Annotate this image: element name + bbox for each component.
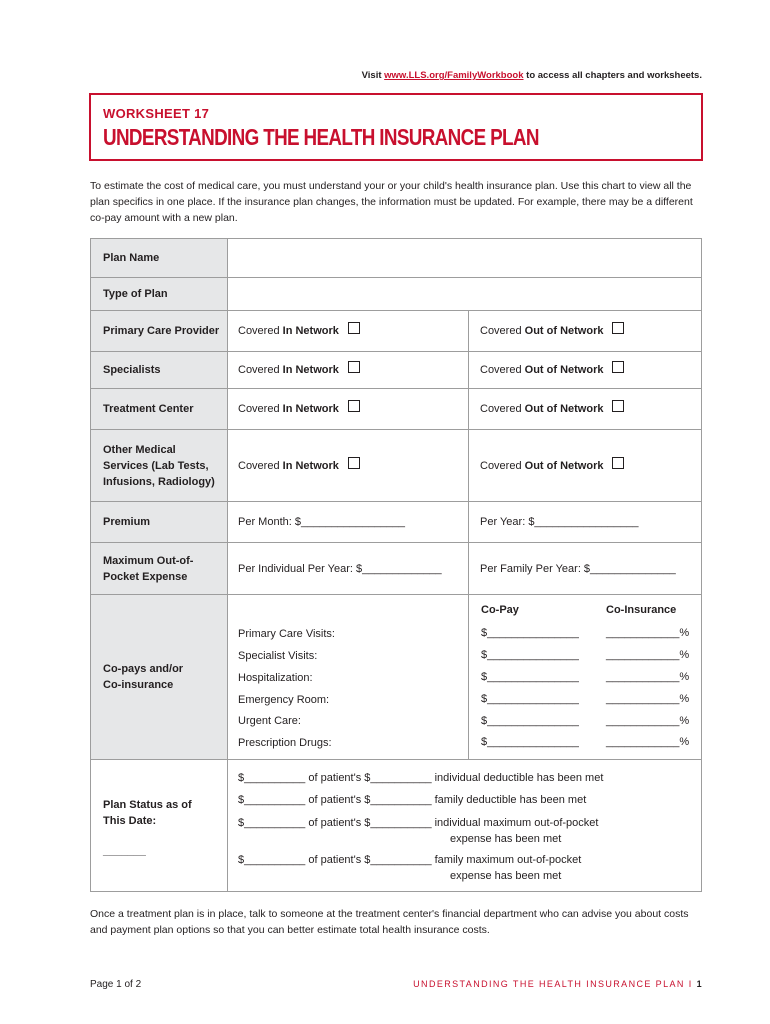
- out-network-checkbox[interactable]: [612, 322, 624, 334]
- coverage-row-label: Primary Care Provider: [91, 311, 228, 351]
- in-network-checkbox[interactable]: [348, 322, 360, 334]
- insurance-plan-table: [90, 238, 702, 892]
- status-line-text: $__________ of patient's $__________ family deductible has been met: [238, 794, 587, 806]
- premium-month-field[interactable]: Per Month: $_________________: [228, 502, 469, 542]
- out-network-text: Out of Network: [524, 364, 604, 376]
- copay-blank[interactable]: $_______________: [481, 627, 579, 639]
- out-network-text: Out of Network: [524, 403, 604, 415]
- type-of-plan-field[interactable]: [228, 278, 701, 310]
- status-line-text: $__________ of patient's $__________ family maximum out-of-pocket: [238, 854, 582, 866]
- in-network-checkbox[interactable]: [348, 361, 360, 373]
- access-prefix: Visit: [361, 70, 382, 81]
- out-network-checkbox[interactable]: [612, 361, 624, 373]
- out-network-cell: [469, 430, 701, 501]
- copays-label: Co-pays and/or Co-insurance: [91, 595, 228, 759]
- in-network-checkbox[interactable]: [348, 400, 360, 412]
- in-network-cell: [228, 389, 469, 429]
- coverage-row-label: Specialists: [91, 352, 228, 388]
- copay-item: Hospitalization:: [238, 672, 313, 684]
- out-network-checkbox[interactable]: [612, 400, 624, 412]
- oop-individual-field[interactable]: Per Individual Per Year: $_____________: [228, 543, 469, 594]
- copay-blank[interactable]: $_______________: [481, 715, 579, 727]
- copay-item: Specialist Visits:: [238, 650, 318, 662]
- covered-text: Covered: [238, 325, 280, 337]
- covered-text: Covered: [480, 403, 522, 415]
- out-network-checkbox[interactable]: [612, 457, 624, 469]
- covered-text: Covered: [238, 364, 280, 376]
- max-oop-label: Maximum Out-of-Pocket Expense: [91, 543, 228, 594]
- copay-header: Co-Pay: [481, 604, 519, 616]
- status-line-continuation: expense has been met: [450, 833, 562, 845]
- coinsurance-blank[interactable]: ____________%: [606, 715, 690, 727]
- in-network-cell: [228, 352, 469, 388]
- row-type-of-plan: [91, 277, 701, 310]
- covered-text: Covered: [480, 364, 522, 376]
- row-treatment-center: [91, 388, 701, 429]
- copay-item: Primary Care Visits:: [238, 628, 335, 640]
- plan-name-label: Plan Name: [91, 239, 228, 277]
- coinsurance-blank[interactable]: ____________%: [606, 649, 690, 661]
- plan-status-date-blank[interactable]: _______: [103, 845, 146, 857]
- row-specialists: [91, 351, 701, 388]
- in-network-text: In Network: [282, 364, 339, 376]
- in-network-text: In Network: [282, 403, 339, 415]
- row-other-medical: [91, 429, 701, 501]
- in-network-cell: [228, 311, 469, 351]
- copay-blank[interactable]: $_______________: [481, 693, 579, 705]
- out-network-cell: [469, 352, 701, 388]
- worksheet-header: [89, 93, 703, 161]
- covered-text: Covered: [480, 459, 522, 472]
- row-copays: [91, 594, 701, 759]
- outro-paragraph: Once a treatment plan is in place, talk to someone at the treatment center's financial department who can advise you about costs and payment plan options so that you can better estimate total health insurance costs.: [90, 908, 689, 936]
- page-indicator: Page 1 of 2: [90, 979, 142, 990]
- coinsurance-blank[interactable]: ____________%: [606, 627, 690, 639]
- plan-name-field[interactable]: [228, 239, 701, 277]
- status-line[interactable]: [238, 815, 598, 847]
- in-network-cell: [228, 430, 469, 501]
- access-line: [0, 70, 702, 81]
- in-network-checkbox[interactable]: [348, 457, 360, 469]
- out-network-text: Out of Network: [524, 459, 604, 472]
- access-suffix: to access all chapters and worksheets.: [526, 70, 702, 81]
- out-network-cell: [469, 389, 701, 429]
- intro-paragraph: To estimate the cost of medical care, you must understand your or your child's health insurance plan. Use this chart to view all the plan specifics in one place. If the insurance plan changes, the information must be updated. For example, there may be a different co-pay amount with a new plan.: [90, 180, 693, 224]
- in-network-text: In Network: [282, 459, 339, 472]
- covered-text: Covered: [238, 459, 280, 472]
- coinsurance-blank[interactable]: ____________%: [606, 693, 690, 705]
- status-line-text: $__________ of patient's $__________ individual maximum out-of-pocket: [238, 817, 599, 829]
- running-title: UNDERSTANDING THE HEALTH INSURANCE PLAN I: [413, 979, 693, 989]
- coinsurance-blank[interactable]: ____________%: [606, 671, 690, 683]
- copay-blank[interactable]: $_______________: [481, 671, 579, 683]
- worksheet-number: WORKSHEET 17: [103, 106, 210, 121]
- row-plan-status: [91, 759, 701, 892]
- coverage-row-label: Other Medical Services (Lab Tests, Infusions, Radiology): [91, 430, 228, 501]
- type-of-plan-label: Type of Plan: [91, 278, 228, 310]
- in-network-text: In Network: [282, 325, 339, 337]
- premium-year-field[interactable]: Per Year: $_________________: [480, 516, 639, 528]
- status-line-text: $__________ of patient's $__________ individual deductible has been met: [238, 772, 604, 784]
- copay-blank[interactable]: $_______________: [481, 649, 579, 661]
- covered-text: Covered: [238, 403, 280, 415]
- coinsurance-header: Co-Insurance: [606, 604, 677, 616]
- coinsurance-blank[interactable]: ____________%: [606, 736, 690, 748]
- plan-status-label-cell: [91, 760, 228, 892]
- out-network-text: Out of Network: [524, 325, 604, 337]
- copay-values-cell: [469, 595, 701, 759]
- copay-item: Urgent Care:: [238, 715, 301, 727]
- premium-label: Premium: [91, 502, 228, 542]
- copay-item: Prescription Drugs:: [238, 737, 332, 749]
- status-line[interactable]: [238, 852, 581, 884]
- copay-blank[interactable]: $_______________: [481, 736, 579, 748]
- page-number: 1: [696, 979, 703, 989]
- worksheet-title: UNDERSTANDING THE HEALTH INSURANCE PLAN: [103, 124, 539, 150]
- row-max-oop: [91, 542, 701, 594]
- copay-items-cell: [228, 595, 469, 759]
- oop-family-field[interactable]: Per Family Per Year: $______________: [480, 562, 676, 575]
- row-plan-name: [91, 239, 701, 277]
- covered-text: Covered: [480, 325, 522, 337]
- row-premium: [91, 501, 701, 542]
- status-line[interactable]: [238, 792, 586, 808]
- running-footer: [0, 979, 703, 989]
- status-line[interactable]: [238, 770, 603, 786]
- family-workbook-link[interactable]: www.LLS.org/FamilyWorkbook: [384, 70, 524, 81]
- plan-status-label: Plan Status as of This Date:: [103, 799, 192, 827]
- coverage-row-label: Treatment Center: [91, 389, 228, 429]
- row-primary-care: [91, 310, 701, 351]
- out-network-cell: [469, 311, 701, 351]
- copay-item: Emergency Room:: [238, 694, 330, 706]
- status-line-continuation: expense has been met: [450, 870, 562, 882]
